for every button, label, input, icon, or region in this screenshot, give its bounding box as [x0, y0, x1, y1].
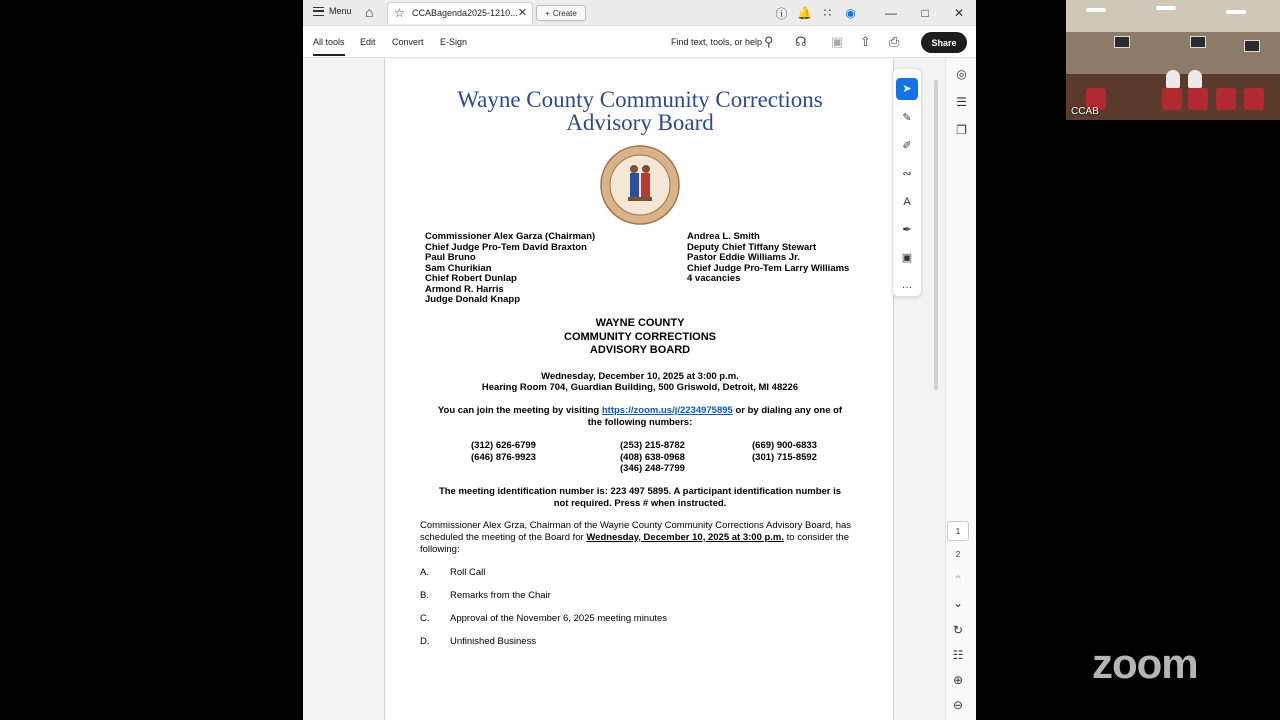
zoom-logo: zoom [1092, 640, 1198, 687]
room-screen [1244, 40, 1260, 52]
ai-assistant-icon[interactable]: ◎ [956, 67, 967, 81]
phone-number: (301) 715-8592 [752, 451, 817, 463]
agenda-letter: B. [420, 590, 429, 601]
tab-edit[interactable]: Edit [360, 37, 376, 47]
select-cursor-icon[interactable]: ➤ [896, 78, 918, 100]
agenda-item [420, 613, 667, 624]
upload-icon[interactable]: ⇧ [860, 34, 871, 49]
share-button[interactable]: Share [921, 32, 967, 53]
help-icon[interactable]: ⓘ [775, 6, 788, 21]
phone-number: (408) 638-0968 [620, 451, 685, 463]
find-input[interactable]: Find text, tools, or help [671, 37, 763, 47]
agenda-text: Remarks from the Chair [450, 590, 551, 601]
close-tab-icon[interactable]: ✕ [517, 7, 527, 19]
intro-text: Commissioner Alex Grza, Chairman of the Wayne County Community Corrections Advisory Board, has scheduled the meeting of the Board for [420, 520, 852, 543]
agenda-text: Roll Call [450, 567, 486, 578]
create-label: Create [552, 8, 577, 18]
join-prefix: You can join the meeting by visiting [437, 405, 602, 416]
member-left-7: Judge Donald Knapp [425, 294, 520, 305]
agenda-letter: A. [420, 567, 429, 578]
chevron-down-icon[interactable]: ⌄ [952, 596, 964, 610]
document-tab[interactable] [387, 2, 533, 24]
page-info-icon[interactable]: ☷ [952, 648, 964, 662]
star-icon[interactable]: ☆ [394, 6, 405, 20]
county-seal-icon [600, 145, 680, 225]
sign-icon[interactable]: ✒ [902, 224, 912, 236]
room-screen [1114, 36, 1130, 48]
refresh-icon[interactable]: ↻ [952, 623, 964, 637]
join-line1 [385, 405, 895, 417]
tab-convert[interactable]: Convert [392, 37, 424, 47]
phone-number: (312) 626-6799 [471, 440, 536, 451]
agenda-letter: C. [420, 613, 430, 624]
acrobat-window [303, 0, 976, 720]
page-1-button[interactable]: 1 [947, 521, 969, 541]
meeting-date: Wednesday, December 10, 2025 at 3:00 p.m. [541, 371, 739, 382]
tab-esign[interactable]: E-Sign [440, 37, 468, 47]
phone-number: (253) 215-8782 [620, 440, 685, 451]
heading-line1: WAYNE COUNTY [595, 317, 685, 329]
tab-title: CCABagenda2025-1210... [412, 8, 518, 18]
minimize-icon[interactable]: — [885, 6, 897, 20]
meeting-id-line2: not required. Press # when instructed. [553, 497, 727, 509]
intro-date: Wednesday, December 10, 2025 at 3:00 p.m. [586, 531, 785, 543]
title-bar [303, 0, 976, 26]
bell-icon[interactable]: 🔔 [797, 6, 812, 20]
apps-grid-icon[interactable]: ∷ [823, 6, 832, 20]
document-title-line1: Wayne County Community Corrections [457, 87, 823, 112]
member-left-4: Sam Churikian [425, 262, 492, 274]
chevron-up-icon[interactable]: ⌃ [952, 573, 964, 587]
search-icon[interactable]: ⚲ [764, 34, 774, 49]
maximize-icon[interactable]: □ [921, 6, 929, 20]
member-right-1: Andrea L. Smith [687, 231, 760, 242]
profile-icon[interactable]: ◉ [845, 6, 856, 20]
text-box-icon[interactable]: A [903, 196, 911, 208]
ceiling-light [1086, 8, 1106, 12]
room-ceiling [1066, 0, 1280, 32]
agenda-letter: D. [420, 636, 430, 647]
zoom-link[interactable]: https://zoom.us/j/2234975895 [601, 405, 733, 416]
agenda-text: Approval of the November 6, 2025 meeting minutes [450, 613, 668, 624]
save-icon[interactable]: ▣ [831, 34, 844, 49]
camera-thumbnail[interactable] [1066, 0, 1280, 120]
zoom-out-icon[interactable]: ⊖ [952, 698, 964, 712]
pdf-page [384, 59, 894, 720]
draw-icon[interactable]: ∾ [902, 168, 912, 180]
room-chair [1162, 88, 1182, 110]
room-wall [1066, 32, 1280, 74]
attendee [1166, 70, 1180, 88]
comment-icon[interactable]: ✎ [902, 112, 912, 124]
member-left-6: Armond R. Harris [425, 283, 504, 295]
agenda-item [420, 590, 551, 601]
member-left-2: Chief Judge Pro-Tem David Braxton [425, 241, 587, 253]
home-icon[interactable]: ⌂ [365, 4, 374, 20]
meeting-location: Hearing Room 704, Guardian Building, 500 Griswold, Detroit, MI 48226 [481, 382, 799, 393]
ceiling-light [1156, 6, 1176, 10]
hamburger-icon [313, 7, 324, 16]
menu-label: Menu [329, 6, 352, 16]
bookmarks-icon[interactable]: ☰ [956, 95, 967, 109]
tab-all-tools[interactable]: All tools [313, 37, 345, 47]
right-rail [945, 59, 976, 720]
close-window-icon[interactable]: ✕ [953, 6, 965, 20]
agenda-text: Unfinished Business [450, 636, 537, 647]
member-right-5: 4 vacancies [687, 273, 741, 284]
join-line2: the following numbers: [587, 416, 693, 428]
room-chair [1244, 88, 1264, 110]
vertical-scrollbar[interactable] [934, 80, 938, 390]
member-right-4: Chief Judge Pro-Tem Larry Williams [687, 262, 850, 274]
more-tools-icon[interactable]: … [901, 279, 913, 291]
join-suffix: or by dialing any one of [732, 405, 843, 416]
member-left-5: Chief Robert Dunlap [425, 273, 517, 284]
heading-line3: ADVISORY BOARD [589, 344, 691, 356]
title-bar-icons [770, 0, 976, 26]
zoom-in-icon[interactable]: ⊕ [952, 673, 964, 687]
copy-pages-icon[interactable]: ❐ [956, 123, 967, 137]
toolbar [303, 26, 976, 58]
camera-label: CCAB [1071, 106, 1099, 117]
room-chair [1216, 88, 1236, 110]
plus-icon: + [545, 8, 550, 18]
meeting-id-line1: The meeting identification number is: 223 497 5895. A participant identification number is [438, 486, 842, 497]
document-title-line2: Advisory Board [566, 110, 714, 135]
phone-number: (646) 876-9923 [471, 451, 536, 463]
phone-number: (346) 248-7799 [620, 463, 685, 474]
page-2-button[interactable]: 2 [955, 550, 961, 559]
ceiling-light [1226, 10, 1246, 14]
phone-number: (669) 900-6833 [752, 440, 817, 451]
member-right-3: Pastor Eddie Williams Jr. [687, 252, 800, 263]
room-screen [1190, 36, 1206, 48]
member-left-3: Paul Bruno [425, 252, 476, 263]
intro-text-end: to consider the following: [420, 531, 849, 555]
quick-tools-panel [892, 68, 922, 297]
highlight-pen-icon[interactable]: ✐ [902, 140, 912, 152]
member-right-2: Deputy Chief Tiffany Stewart [687, 241, 817, 253]
agenda-item [420, 567, 485, 578]
print-icon[interactable]: ⎙ [889, 34, 900, 49]
room-chair [1188, 88, 1208, 110]
heading-line2: COMMUNITY CORRECTIONS [564, 330, 716, 343]
snapshot-icon[interactable]: ▣ [901, 252, 913, 264]
attendee [1188, 70, 1202, 88]
member-left-1: Commissioner Alex Garza (Chairman) [425, 231, 596, 242]
create-button[interactable] [536, 5, 586, 21]
intro-paragraph [420, 520, 870, 555]
menu-button[interactable] [313, 6, 352, 16]
read-aloud-icon[interactable]: ☊ [795, 34, 807, 49]
agenda-item [420, 636, 536, 647]
